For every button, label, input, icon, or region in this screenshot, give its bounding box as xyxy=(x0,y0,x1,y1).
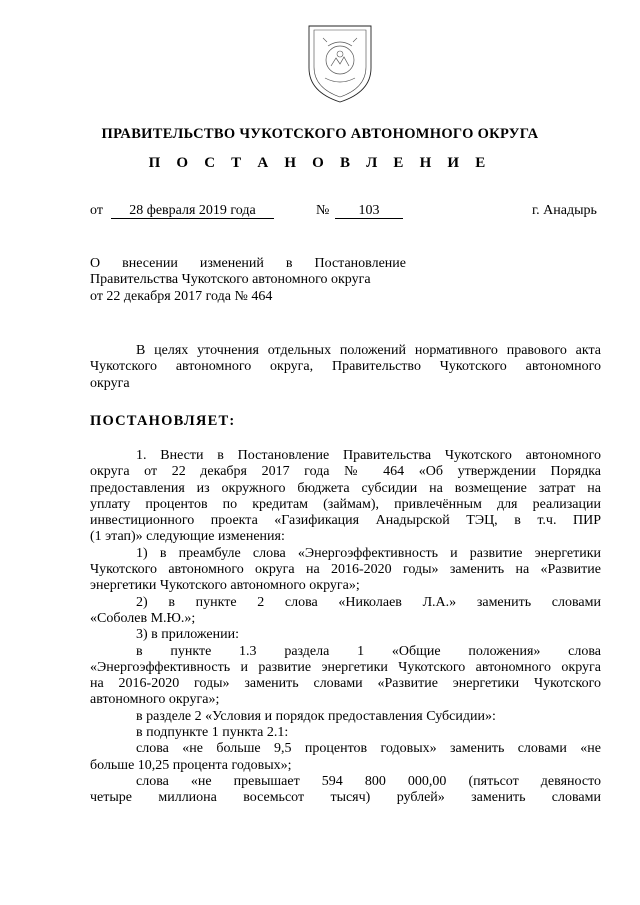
subject-line: О внесении изменений в Постановление xyxy=(90,256,406,271)
body-line: в разделе 2 «Условия и порядок предоставления Субсидии»: xyxy=(136,708,496,724)
body-line: слова «не превышает 594 800 000,00 (пятьсот девяносто xyxy=(136,773,601,789)
body-line: 3) в приложении: xyxy=(136,627,239,643)
body-line: 2) в пункте 2 слова «Николаев Л.А.» заменить словами xyxy=(136,594,601,610)
preamble-line: В целях уточнения отдельных положений нормативного правового акта xyxy=(136,343,601,358)
preamble-paragraph xyxy=(90,343,601,392)
document-type-heading: П О С Т А Н О В Л Е Н И Е xyxy=(148,155,492,171)
body-line: больше 10,25 процента годовых»; xyxy=(90,757,292,773)
subject-line: Правительства Чукотского автономного округа xyxy=(90,272,371,288)
body-line: энергетики Чукотского автономного округа»; xyxy=(90,578,360,594)
preamble-line: Чукотского автономного округа, Правительство Чукотского автономного xyxy=(90,359,601,375)
decree-heading: ПОСТАНОВЛЯЕТ: xyxy=(90,413,236,429)
document-number: 103 xyxy=(335,203,403,219)
government-title: ПРАВИТЕЛЬСТВО ЧУКОТСКОГО АВТОНОМНОГО ОКРУГА xyxy=(101,126,539,142)
body-line: (1 этап)» следующие изменения: xyxy=(90,529,285,545)
body-line: в подпункте 1 пункта 2.1: xyxy=(136,725,289,741)
body-line: инвестиционного проекта «Газификация Анадырской ТЭЦ, в т.ч. ПИР xyxy=(90,513,601,529)
decree-body xyxy=(90,448,601,807)
body-line: «Энергоэффективность и развитие энергетики Чукотского автономного округа xyxy=(90,659,601,675)
body-line: в пункте 1.3 раздела 1 «Общие положения» слова xyxy=(136,643,601,659)
body-line: предоставления из окружного бюджета субсидии на возмещение затрат на xyxy=(90,480,601,496)
date-prefix: от xyxy=(90,203,103,218)
body-line: четыре миллиона восемьсот тысяч) рублей» заменить словами xyxy=(90,790,601,806)
body-line: автономного округа»; xyxy=(90,692,220,708)
preamble-line: округа xyxy=(90,375,130,391)
number-prefix: № xyxy=(316,203,330,218)
body-line: на 2016-2020 годы» заменить словами «Развитие энергетики Чукотского xyxy=(90,676,601,692)
document-place: г. Анадырь xyxy=(532,203,597,218)
subject-line: от 22 декабря 2017 года № 464 xyxy=(90,288,273,304)
document-subject xyxy=(90,256,406,305)
body-line: слова «не больше 9,5 процентов годовых» заменить словами «не xyxy=(136,741,601,757)
document-date: 28 февраля 2019 года xyxy=(111,203,274,219)
body-line: 1. Внести в Постановление Правительства Чукотского автономного xyxy=(136,448,601,463)
coat-of-arms-emblem xyxy=(301,20,379,106)
body-line: уплату процентов по кредитам (займам), привлечённым для реализации xyxy=(90,496,601,512)
body-line: «Соболев М.Ю.»; xyxy=(90,610,196,626)
body-line: округа от 22 декабря 2017 года № 464 «Об утверждении Порядка xyxy=(90,464,601,480)
body-line: Чукотского автономного округа на 2016-2020 годы» заменить на «Развитие xyxy=(90,562,601,578)
body-line: 1) в преамбуле слова «Энергоэффективность и развитие энергетики xyxy=(136,545,601,561)
